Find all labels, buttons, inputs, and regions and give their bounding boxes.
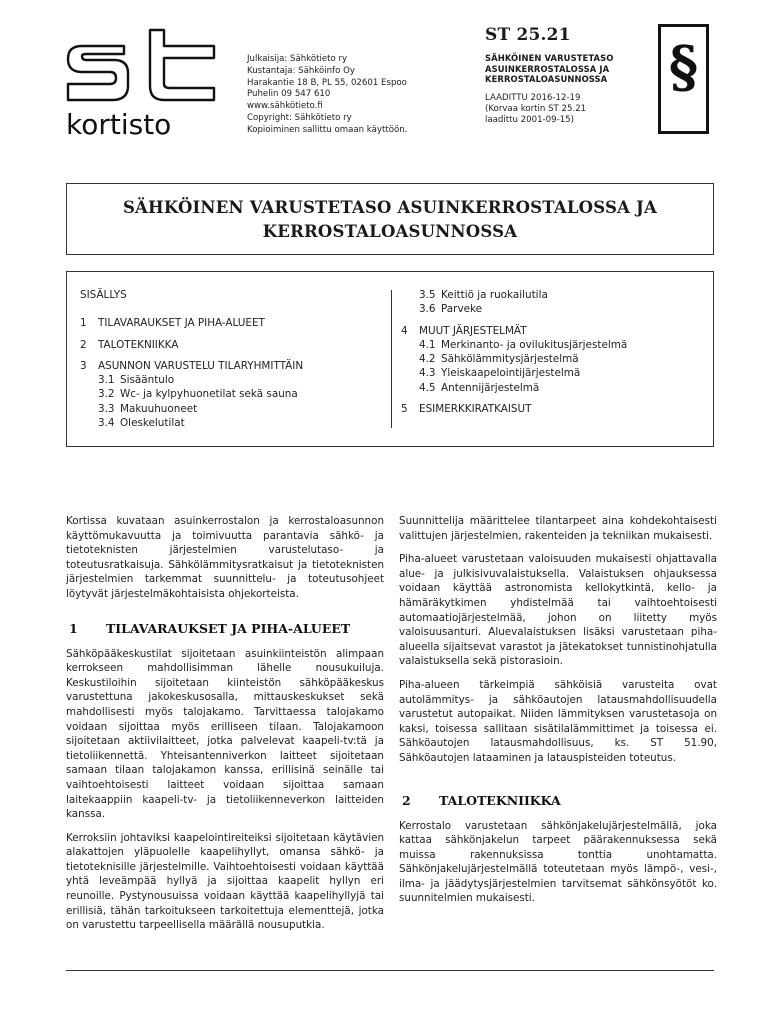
body-left-column [66,514,384,942]
paragraph-section-icon [658,24,709,134]
section-number: 2 [402,792,411,808]
body-paragraph: Piha-alueen tärkeimpiä sähköisiä varusteita ovat autolämmitys- ja sähköautojen latausmahdollisuudella varustetut autopaikat. Niiden lämmityksen varustetasoja on kaksi, toisessa sallitaan sisätilalämmittimet ja toisessa ei. Sähköautojen latausmahdollisuus, ks. ST 51.90, Sähköautojen lataaminen ja latauspisteiden toteutus. [399,678,717,764]
toc-item-label: Antennijärjestelmä [441,381,540,394]
toc-right-column [401,288,701,416]
toc-item-label: Keittiö ja ruokailutila [441,289,548,301]
publisher-line: Kopioiminen sallittu omaan käyttöön. [247,124,408,135]
document-title-line: KERROSTALOASUNNOSSA [262,222,518,241]
body-right-column [399,514,717,915]
st-logo-mark [64,28,234,140]
body-paragraph: Piha-alueet varustetaan valoisuuden mukaisesti ohjattavalla alue- ja julkisivuvalaistuksella. Valaistuksen ohjauksessa voidaan käyttää astronomista kellokytkintä, kello- ja hämäräkytkimen yhdistelmää tai vaihtoehtoisesti automaatiojärjestelmää, johon on liitetty myös valoisuusanturi. Aluevalaistuksen lisäksi varustetaan piha-alueella sijaitsevat varastot ja jätekatokset tunnistinohjatulla valaistuksella sekä pistorasioin. [399,553,717,668]
card-date-line: laadittu 2001-09-15) [485,114,574,125]
card-subtitle-line: SÄHKÖINEN VARUSTETASO [485,53,614,63]
toc-subitem[interactable] [80,373,380,387]
toc-item-number: 4.1 [419,338,436,351]
toc-subitem[interactable] [80,416,380,430]
body-paragraph: Sähköpääkeskustilat sijoitetaan asuinkiinteistön alimpaan kerrokseen mahdollisimman lähelle nousukuiluja. Keskustiloihin sijoitetaan kiinteistön sähköpääkeskus varustettuna jakokeskusosalla, mittauskeskukset sekä mahdollisesti myös talojakamo. Tarvittaessa talojakamo voidaan sijoittaa myös erilliseen tilaan. Talojakamoon sijoitetaan aktiivilaitteet, jotka palvelevat kaapeli-tv:tä ja tietoliikennettä. Yhteisantenniverkon laitteet sijoitetaan samaan tilaan talojakamon kanssa, erillisinä seinälle tai vaihtoehtoisesti laitteet voidaan sijoittaa samaan laitekaappiin kaapeli-tv- ja tietoliikenneverkon laitteiden kanssa. [66,647,384,821]
toc-item[interactable] [80,359,380,373]
toc-subitem[interactable] [401,352,701,366]
toc-item-label: Wc- ja kylpyhuonetilat sekä sauna [120,388,298,401]
card-subtitle-line: ASUINKERROSTALOSSA JA [485,63,610,74]
card-date [485,93,635,126]
toc-subitem[interactable] [401,338,701,352]
toc-item-label: Oleskelutilat [120,417,185,430]
body-paragraph: Suunnittelija määrittelee tilantarpeet aina kohdekohtaisesti valittujen järjestelmien, rakenteiden ja tekniikan mukaisesti. [399,515,717,542]
publisher-line: Puhelin 09 547 610 [247,89,331,100]
toc-subitem[interactable] [401,288,701,302]
toc-item-number: 5 [401,403,408,416]
toc-item-number: 3.3 [98,402,115,415]
toc-heading: SISÄLLYS [80,289,127,301]
section-title: TALOTEKNIIKKA [439,792,561,808]
body-paragraph: Kerrostalo varustetaan sähkönjakelujärjestelmällä, joka kattaa sähkönjakelun tarpeet päärakennuksessa sekä muissa rakennuksissa tonttia unohtamatta. Sähkönjakelujärjestelmällä toteutetaan myös lämpö-, vesi-, ilma- ja jäädytysjärjestelmien tarvitsemat sähkönsyötöt ko. suunnitelmien mukaisesti. [399,819,717,905]
body-paragraph: Kerroksiin johtaviksi kaapelointireiteiksi sijoitetaan käytävien alakattojen yläpuolelle kaapelihyllyt, omansa sähkö- ja tietoteknisille järjestelmille. Vaihtoehtoisesti voidaan käyttää yhtä leveämpää hyllyä ja sijoittaa kaapelit hyllyn eri reunoille. Pystynousuissa voidaan käyttää kaapelihyllyjä tai erillisiä, tähän tarkoitukseen tarkoitettuja elementtejä, jotka on varustettu tarpeellisella määrällä nousuputkia. [66,831,384,932]
toc-item[interactable] [80,316,380,330]
toc-item-number: 3 [80,359,87,372]
toc-subitem[interactable] [401,366,701,380]
bottom-divider [66,970,714,971]
toc-item[interactable] [401,324,701,338]
toc-item-label: Merkinanto- ja ovilukitusjärjestelmä [441,338,628,351]
section-heading [399,793,717,809]
card-date-line: LAADITTU 2016-12-19 [485,92,581,103]
section-title: TILAVARAUKSET JA PIHA-ALUEET [106,620,351,636]
card-header [485,25,635,126]
logo-word: kortisto [66,108,172,140]
toc-item-label: Sähkölämmitysjärjestelmä [441,353,579,366]
publisher-line: Julkaisija: Sähkötieto ry [247,54,348,64]
document-title-box [66,183,714,255]
toc-item[interactable] [80,338,380,352]
intro-paragraph: Kortissa kuvataan asuinkerrostalon ja kerrostaloasunnon käyttömukavuutta ja toimivuutta parantavia sähkö- ja tietoteknisten järjestelmien varustelutaso- ja toteutusratkaisuja. Sähkölämmitysratkaisut ja tietoteknisten järjestelmien tarkemmat suunnittelu- ja toteutusohjeet löytyvät järjestelmäkohtaisista ohjekorteista. [66,515,384,600]
section-heading [66,621,384,637]
publisher-line: Harakantie 18 B, PL 55, 02601 Espoo [247,77,407,88]
st-kortisto-logo [64,28,234,140]
publisher-website[interactable]: www.sähkötieto.fi [247,101,323,112]
section-number: 1 [69,620,78,636]
card-date-line: (Korvaa kortin ST 25.21 [485,103,587,114]
toc-item-number: 4 [401,324,408,337]
toc-item-label: Yleiskaapelointijärjestelmä [441,367,581,380]
toc-item-number: 4.2 [419,353,436,366]
card-subtitle-line: KERROSTALOASUNNOSSA [485,74,608,85]
publisher-line: Kustantaja: Sähköinfo Oy [247,65,355,76]
toc-item-label: TILAVARAUKSET JA PIHA-ALUEET [98,317,265,330]
toc-item-number: 3.5 [419,289,436,301]
toc-item-number: 2 [80,338,87,351]
toc-item-number: 1 [80,317,87,330]
toc-item-label: Parveke [441,303,483,316]
toc-item-number: 4.3 [419,367,436,380]
publisher-info [247,54,447,137]
toc-subitem[interactable] [80,402,380,416]
toc-item-label: Makuuhuoneet [120,402,198,415]
toc-item-number: 4.5 [419,381,436,394]
toc-item-number: 3.6 [419,303,436,316]
paragraph-symbol: § [668,34,699,100]
toc-subitem[interactable] [401,381,701,395]
toc-item-label: MUUT JÄRJESTELMÄT [419,324,527,337]
toc-subitem[interactable] [80,387,380,401]
toc-item-label: TALOTEKNIIKKA [98,338,179,351]
card-code: ST 25.21 [485,25,571,45]
toc-item-number: 3.1 [98,374,115,387]
toc-item-label: Sisääntulo [120,374,175,387]
card-subtitle [485,53,635,85]
toc-divider [391,290,392,428]
table-of-contents [66,271,714,447]
toc-item[interactable] [401,402,701,416]
toc-item-number: 3.4 [98,417,115,430]
toc-item-label: ASUNNON VARUSTELU TILARYHMITTÄIN [98,359,304,372]
toc-item-number: 3.2 [98,388,115,401]
toc-subitem[interactable] [401,302,701,316]
toc-left-column [80,288,380,430]
publisher-line: Copyright: Sähkötieto ry [247,112,352,123]
toc-item-label: ESIMERKKIRATKAISUT [419,403,532,416]
document-title [67,184,713,244]
document-title-line: SÄHKÖINEN VARUSTETASO ASUINKERROSTALOSSA JA [122,198,658,217]
